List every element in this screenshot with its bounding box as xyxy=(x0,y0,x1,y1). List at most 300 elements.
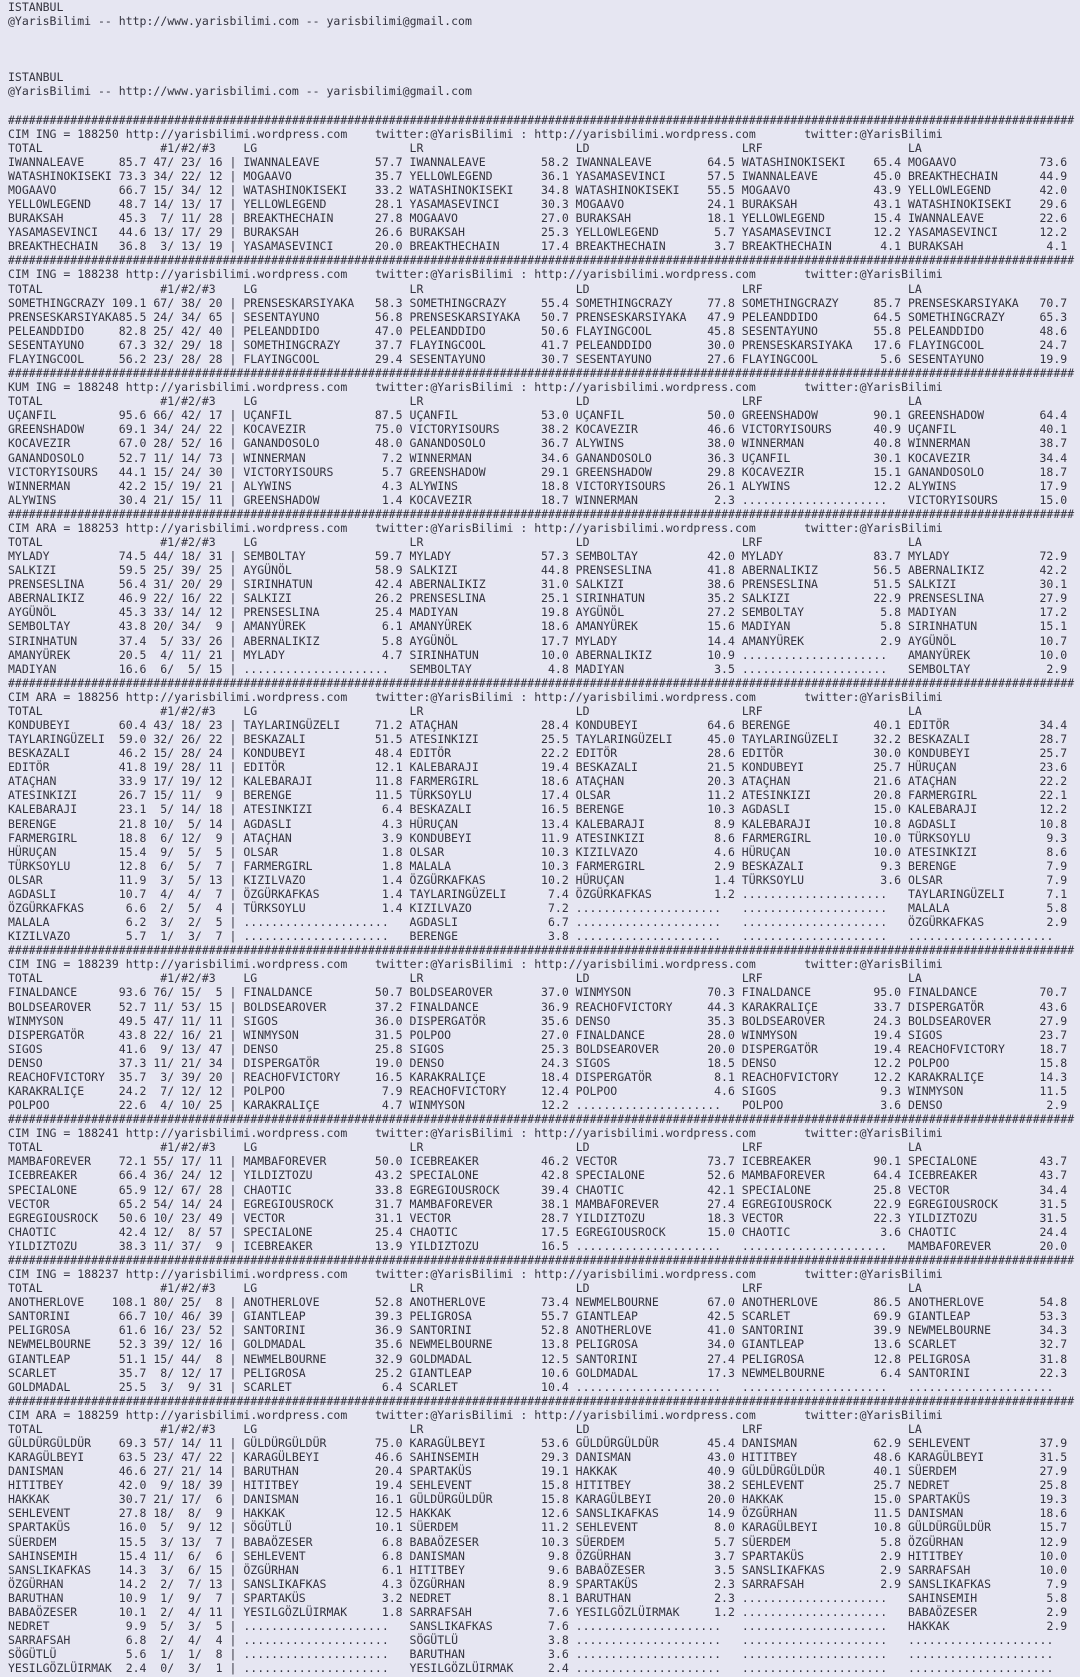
lr-horse-name: WATASHINOKISEKI xyxy=(409,183,514,198)
lg-horse-name: SÖGÜTLÜ xyxy=(243,1520,292,1535)
column-divider: | xyxy=(229,309,237,324)
horse-name: SÜERDEM xyxy=(8,1534,57,1549)
finish-percentages: 0/ 3/ 1 xyxy=(153,1661,223,1676)
column-divider: | xyxy=(229,844,237,859)
total-value: 36.8 xyxy=(111,239,147,254)
la-horse-name: YELLOWLEGEND xyxy=(907,183,992,198)
lr-value: 10.6 xyxy=(534,1365,569,1380)
lr-value: 30.7 xyxy=(534,351,569,366)
total-value: 74.5 xyxy=(111,549,147,564)
lr-horse-name: SIRINHATUN xyxy=(409,647,479,662)
ld-value: 2.3 xyxy=(700,1576,735,1591)
horse-name: AGDASLI xyxy=(8,886,57,901)
column-divider: | xyxy=(229,1576,237,1591)
total-value: 44.1 xyxy=(111,464,147,479)
ld-value: 70.3 xyxy=(700,985,735,1000)
column-divider: | xyxy=(229,661,237,676)
lg-value: 6.4 xyxy=(367,802,403,817)
ld-value: 2.9 xyxy=(700,858,735,873)
lg-horse-name: SEMBOLTAY xyxy=(243,549,306,564)
column-divider: | xyxy=(229,563,237,578)
ld-value: 3.7 xyxy=(700,239,735,254)
lr-horse-name: ALYWINS xyxy=(409,478,458,493)
lr-value: 28.7 xyxy=(534,1210,569,1225)
ld-value: 14.4 xyxy=(700,633,735,648)
separator-line: ########################################################################################################################################################## xyxy=(8,1252,1075,1267)
ld-value: 10.9 xyxy=(700,647,735,662)
la-empty-cell: ..................... xyxy=(907,1661,1054,1676)
lg-value: 36.9 xyxy=(367,1323,403,1338)
lr-value: 57.3 xyxy=(534,549,569,564)
ld-value: 4.6 xyxy=(700,844,735,859)
column-header-row xyxy=(8,282,1080,296)
la-value: 23.6 xyxy=(1032,760,1068,775)
la-horse-name: MAMBAFOREVER xyxy=(907,1238,992,1253)
lr-value: 34.8 xyxy=(534,183,569,198)
lr-value: 3.8 xyxy=(534,929,569,944)
la-horse-name: TÜRKSOYLU xyxy=(907,830,971,845)
ld-value: 15.6 xyxy=(700,619,735,634)
la-value: 40.1 xyxy=(1032,422,1068,437)
total-value: 65.9 xyxy=(111,1182,147,1197)
lr-horse-name: ANOTHERLOVE xyxy=(409,1295,486,1310)
lg-horse-name: GANANDOSOLO xyxy=(243,436,320,451)
ld-horse-name: WATASHINOKISEKI xyxy=(575,183,680,198)
lrf-horse-name: YASAMASEVINCI xyxy=(741,225,832,240)
lg-horse-name: SPECIALONE xyxy=(243,1224,313,1239)
stat-row xyxy=(8,183,1080,197)
ld-value: 40.9 xyxy=(700,1464,735,1479)
total-value: 35.7 xyxy=(111,1069,147,1084)
race-block-title: CIM ARA = 188253 http://yarisbilimi.wordpress.com twitter:@YarisBilimi : http://yarisbilimi.wordpress.com twitter:@YarisBilimi xyxy=(8,520,943,535)
column-divider: | xyxy=(229,1055,237,1070)
lr-value: 31.0 xyxy=(534,577,569,592)
lg-value: 1.8 xyxy=(367,858,403,873)
ld-horse-name: ANOTHERLOVE xyxy=(575,1323,652,1338)
total-value: 14.3 xyxy=(111,1562,147,1577)
lr-value: 55.4 xyxy=(534,295,569,310)
stat-row xyxy=(8,1000,1080,1014)
lrf-horse-name: CHAOTIC xyxy=(741,1224,791,1239)
lg-horse-name: YELLOWLEGEND xyxy=(243,197,327,212)
stat-row xyxy=(8,901,1080,915)
finish-percentages: 15/ 11/ 9 xyxy=(153,788,223,803)
ld-value: 67.0 xyxy=(700,1295,735,1310)
ld-value: 42.0 xyxy=(700,549,735,564)
lr-horse-name: KARAGÜLBEYI xyxy=(409,1435,486,1450)
lrf-horse-name: GÜLDÜRGÜLDÜR xyxy=(741,1464,825,1479)
la-horse-name: WATASHINOKISEKI xyxy=(907,197,1012,212)
lr-horse-name: SEHLEVENT xyxy=(409,1478,472,1493)
ld-value: 17.3 xyxy=(700,1365,735,1380)
finish-percentages: 5/ 9/ 12 xyxy=(153,1520,223,1535)
horse-name: KALEBARAJI xyxy=(8,802,78,817)
separator-line: ########################################################################################################################################################## xyxy=(8,112,1075,127)
ld-value: 1.2 xyxy=(700,886,735,901)
la-value: 7.9 xyxy=(1032,1576,1068,1591)
stat-row xyxy=(8,1154,1080,1168)
ld-horse-name: MOGAAVO xyxy=(575,197,625,212)
lg-value: 42.4 xyxy=(367,577,403,592)
horse-name: VECTOR xyxy=(8,1196,50,1211)
lr-horse-name: GOLDMADAL xyxy=(409,1351,472,1366)
lg-value: 33.8 xyxy=(367,1182,403,1197)
ld-horse-name: TAYLARINGÜZELI xyxy=(575,732,673,747)
lg-value: 35.7 xyxy=(367,168,403,183)
lrf-empty-cell: ..................... xyxy=(741,492,888,507)
stat-row xyxy=(8,1197,1080,1211)
la-value: 22.3 xyxy=(1032,1365,1068,1380)
horse-name: BOLDSEAROVER xyxy=(8,999,92,1014)
lrf-horse-name: TAYLARINGÜZELI xyxy=(741,732,839,747)
ld-value: 41.8 xyxy=(700,563,735,578)
lrf-value: 64.4 xyxy=(866,1168,902,1183)
ld-value: 3.5 xyxy=(700,1562,735,1577)
blank-line xyxy=(8,28,1080,42)
la-value: 70.7 xyxy=(1032,985,1068,1000)
ld-horse-name: OLSAR xyxy=(575,788,611,803)
la-horse-name: KOCAVEZIR xyxy=(907,450,971,465)
column-divider: | xyxy=(229,1520,237,1535)
lrf-empty-cell: ..................... xyxy=(741,886,888,901)
lrf-horse-name: UÇANFIL xyxy=(741,450,791,465)
ld-horse-name: DANISMAN xyxy=(575,1450,632,1465)
la-horse-name: FINALDANCE xyxy=(907,985,978,1000)
lr-horse-name: SPARTAKÜS xyxy=(409,1464,472,1479)
lr-horse-name: AYGÜNÖL xyxy=(409,633,458,648)
ld-horse-name: PRENSESKARSIYAKA xyxy=(575,309,687,324)
lrf-value: 9.3 xyxy=(866,1084,902,1099)
lr-horse-name: ABERNALIKIZ xyxy=(409,577,486,592)
column-header-lrf: LRF xyxy=(741,1281,763,1296)
ld-value: 36.3 xyxy=(700,450,735,465)
ld-horse-name: SIGOS xyxy=(575,1055,611,1070)
ld-horse-name: REACHOFVICTORY xyxy=(575,999,673,1014)
ld-horse-name: UÇANFIL xyxy=(575,408,625,423)
la-value: 7.1 xyxy=(1032,886,1068,901)
total-value: 73.3 xyxy=(111,168,147,183)
column-divider: | xyxy=(229,478,237,493)
la-horse-name: SANSLIKAFKAS xyxy=(907,1576,992,1591)
stat-row xyxy=(8,422,1080,436)
stat-row xyxy=(8,197,1080,211)
lrf-empty-cell: ..................... xyxy=(741,1604,888,1619)
finish-percentages: 44/ 18/ 31 xyxy=(153,549,223,564)
horse-name: ABERNALIKIZ xyxy=(8,591,85,606)
finish-percentages: 20/ 34/ 9 xyxy=(153,619,223,634)
lg-horse-name: SIRINHATUN xyxy=(243,577,313,592)
lg-horse-name: GIANTLEAP xyxy=(243,1309,306,1324)
lr-horse-name: VICTORYISOURS xyxy=(409,422,500,437)
horse-name: IWANNALEAVE xyxy=(8,154,85,169)
separator-line: ########################################################################################################################################################## xyxy=(8,943,1075,958)
ld-horse-name: PELIGROSA xyxy=(575,1337,638,1352)
ld-horse-name: GÜLDÜRGÜLDÜR xyxy=(575,1435,659,1450)
lr-value: 53.6 xyxy=(534,1435,569,1450)
lr-horse-name: PELEANDDIDO xyxy=(409,323,486,338)
total-value: 108.1 xyxy=(111,1295,147,1310)
lr-value: 17.4 xyxy=(534,788,569,803)
stat-row xyxy=(8,1563,1080,1577)
lr-horse-name: YASAMASEVINCI xyxy=(409,197,500,212)
column-header-lr: LR xyxy=(409,1281,424,1296)
horse-name: GREENSHADOW xyxy=(8,422,85,437)
lg-value: 57.7 xyxy=(367,154,403,169)
lrf-value: 22.9 xyxy=(866,591,902,606)
lr-value: 16.5 xyxy=(534,1238,569,1253)
lg-horse-name: TÜRKSOYLU xyxy=(243,901,306,915)
total-value: 49.5 xyxy=(111,1013,147,1028)
la-horse-name: ÖZGÜRKAFKAS xyxy=(907,915,985,930)
stat-row xyxy=(8,985,1080,999)
lg-value: 25.4 xyxy=(367,1224,403,1239)
ld-value: 11.2 xyxy=(700,788,735,803)
race-block-title: CIM ARA = 188259 http://yarisbilimi.wordpress.com twitter:@YarisBilimi : http://yarisbilimi.wordpress.com twitter:@YarisBilimi xyxy=(8,1407,943,1422)
lg-horse-name: VICTORYISOURS xyxy=(243,464,334,479)
horse-name: NEDRET xyxy=(8,1618,50,1633)
ld-horse-name: KONDUBEYI xyxy=(575,717,638,732)
lg-horse-name: KOCAVEZIR xyxy=(243,422,306,437)
lr-horse-name: SIGOS xyxy=(409,1041,445,1056)
finish-percentages: 1/ 3/ 7 xyxy=(153,929,223,944)
finish-percentages: 47/ 11/ 11 xyxy=(153,1013,223,1028)
ld-value: 5.7 xyxy=(700,225,735,240)
lrf-value: 21.6 xyxy=(866,774,902,789)
lr-value: 36.9 xyxy=(534,999,569,1014)
lrf-horse-name: WATASHINOKISEKI xyxy=(741,154,846,169)
lg-value: 1.4 xyxy=(367,901,403,915)
ld-value: 18.3 xyxy=(700,1210,735,1225)
lrf-horse-name: SCARLET xyxy=(741,1309,791,1324)
lr-value: 15.8 xyxy=(534,1478,569,1493)
lr-horse-name: DISPERGATÖR xyxy=(409,1013,486,1028)
finish-percentages: 2/ 4/ 4 xyxy=(153,1633,223,1648)
finish-percentages: 4/ 10/ 25 xyxy=(153,1098,223,1113)
la-horse-name: YILDIZTOZU xyxy=(907,1210,978,1225)
lrf-horse-name: KARAKRALIÇE xyxy=(741,999,818,1014)
lr-horse-name: BERENGE xyxy=(409,929,458,944)
lrf-empty-cell: ..................... xyxy=(741,1647,888,1662)
lr-horse-name: SANTORINI xyxy=(409,1323,472,1338)
horse-name: SIGOS xyxy=(8,1041,43,1056)
stat-row xyxy=(8,831,1080,845)
finish-percentages: 3/ 5/ 13 xyxy=(153,872,223,887)
stat-row xyxy=(8,662,1080,676)
la-value: 32.7 xyxy=(1032,1337,1068,1352)
lr-horse-name: TAYLARINGÜZELI xyxy=(409,886,507,901)
column-divider: | xyxy=(229,1041,237,1056)
la-value: 20.0 xyxy=(1032,1238,1068,1253)
la-value: 24.7 xyxy=(1032,337,1068,352)
finish-percentages: 22/ 16/ 22 xyxy=(153,591,223,606)
lr-value: 10.0 xyxy=(534,647,569,662)
column-header-pcts: #1/#2/#3 xyxy=(160,394,216,409)
lr-horse-name: WINNERMAN xyxy=(409,450,472,465)
la-horse-name: EGREGIOUSROCK xyxy=(907,1196,998,1211)
column-divider: | xyxy=(229,577,237,592)
la-horse-name: HAKKAK xyxy=(907,1618,950,1633)
lg-value: 71.2 xyxy=(367,717,403,732)
column-divider: | xyxy=(229,1534,237,1549)
ld-value: 27.2 xyxy=(700,605,735,620)
la-value: 48.6 xyxy=(1032,323,1068,338)
column-divider: | xyxy=(229,422,237,437)
ld-horse-name: FARMERGIRL xyxy=(575,858,645,873)
ld-horse-name: FINALDANCE xyxy=(575,1027,645,1042)
lrf-value: 2.9 xyxy=(866,1548,902,1563)
column-divider: | xyxy=(229,1506,237,1521)
finish-percentages: 36/ 24/ 12 xyxy=(153,1168,223,1183)
finish-percentages: 57/ 14/ 11 xyxy=(153,1435,223,1450)
lr-value: 18.7 xyxy=(534,492,569,507)
finish-percentages: 3/ 6/ 15 xyxy=(153,1562,223,1577)
horse-name: SANTORINI xyxy=(8,1309,71,1324)
finish-percentages: 15/ 24/ 30 xyxy=(153,464,223,479)
stat-row xyxy=(8,1464,1080,1478)
horse-name: PRENSESLINA xyxy=(8,577,85,592)
ld-horse-name: BESKAZALI xyxy=(575,760,638,775)
column-header-ld: LD xyxy=(575,534,590,549)
total-value: 37.4 xyxy=(111,633,147,648)
column-divider: | xyxy=(229,1562,237,1577)
column-header-la: LA xyxy=(908,1281,922,1296)
lrf-value: 19.4 xyxy=(866,1041,902,1056)
lrf-value: 13.6 xyxy=(866,1337,902,1352)
ld-value: 43.0 xyxy=(700,1450,735,1465)
total-value: 66.7 xyxy=(111,1309,147,1324)
stat-row xyxy=(8,239,1080,253)
la-value: 18.7 xyxy=(1032,1041,1068,1056)
lrf-value: 69.9 xyxy=(866,1309,902,1324)
total-value: 50.6 xyxy=(111,1210,147,1225)
ld-horse-name: CHAOTIC xyxy=(575,1182,625,1197)
column-divider: | xyxy=(229,1210,237,1225)
lrf-horse-name: GIANTLEAP xyxy=(741,1337,805,1352)
lg-horse-name: ANOTHERLOVE xyxy=(243,1295,320,1310)
finish-percentages: 11/ 6/ 6 xyxy=(153,1548,223,1563)
la-value: 15.1 xyxy=(1032,619,1068,634)
column-divider: | xyxy=(229,1450,237,1465)
lg-horse-name: BURAKSAH xyxy=(243,225,299,240)
lg-value: 5.8 xyxy=(367,633,403,648)
la-value: 7.9 xyxy=(1032,858,1068,873)
lg-empty-cell: ..................... xyxy=(243,915,389,930)
lrf-horse-name: HÜRUÇAN xyxy=(741,844,791,859)
la-horse-name: GANANDOSOLO xyxy=(907,464,985,479)
lr-horse-name: TÜRKSOYLU xyxy=(409,788,472,803)
stat-row xyxy=(8,1591,1080,1605)
lr-value: 39.4 xyxy=(534,1182,569,1197)
finish-percentages: 1/ 1/ 8 xyxy=(153,1647,223,1662)
la-horse-name: PELEANDDIDO xyxy=(907,323,985,338)
column-divider: | xyxy=(229,211,237,226)
lrf-horse-name: PRENSESLINA xyxy=(741,577,818,592)
horse-name: PRENSESKARSIYAKA xyxy=(8,309,119,324)
lr-value: 2.4 xyxy=(534,1661,569,1676)
city-header: ISTANBUL xyxy=(8,70,64,85)
lg-value: 11.5 xyxy=(367,788,403,803)
lg-horse-name: BARUTHAN xyxy=(243,1464,299,1479)
la-value: 70.7 xyxy=(1032,295,1068,310)
lrf-value: 15.0 xyxy=(866,802,902,817)
stat-row xyxy=(8,451,1080,465)
lr-horse-name: KALEBARAJI xyxy=(409,760,479,775)
lr-value: 10.3 xyxy=(534,844,569,859)
ld-horse-name: GANANDOSOLO xyxy=(575,450,652,465)
lrf-horse-name: PELEANDDIDO xyxy=(741,309,818,324)
horse-name: KARAKRALIÇE xyxy=(8,1084,85,1099)
lrf-horse-name: TÜRKSOYLU xyxy=(741,872,805,887)
total-value: 61.6 xyxy=(111,1323,147,1338)
column-divider: | xyxy=(229,1661,237,1676)
column-header-total: TOTAL xyxy=(8,281,43,296)
la-value: 10.0 xyxy=(1032,647,1068,662)
horse-name: BARUTHAN xyxy=(8,1590,64,1605)
lrf-horse-name: DISPERGATÖR xyxy=(741,1041,818,1056)
stat-row xyxy=(8,211,1080,225)
lrf-value: 40.1 xyxy=(866,1464,902,1479)
la-value: 27.9 xyxy=(1032,1464,1068,1479)
column-divider: | xyxy=(229,886,237,901)
la-horse-name: SIGOS xyxy=(907,1027,943,1042)
ld-value: 26.1 xyxy=(700,478,735,493)
lg-value: 48.0 xyxy=(367,436,403,451)
ld-horse-name: SALKIZI xyxy=(575,577,625,592)
la-horse-name: HITITBEY xyxy=(907,1548,964,1563)
horse-name: BURAKSAH xyxy=(8,211,64,226)
lr-horse-name: NEDRET xyxy=(409,1590,452,1605)
column-divider: | xyxy=(229,746,237,761)
total-value: 45.3 xyxy=(111,605,147,620)
total-value: 56.2 xyxy=(111,351,147,366)
stat-row xyxy=(8,788,1080,802)
la-horse-name: SÜERDEM xyxy=(907,1464,957,1479)
lrf-value: 51.5 xyxy=(866,577,902,592)
column-divider: | xyxy=(229,1013,237,1028)
stat-row xyxy=(8,465,1080,479)
ld-horse-name: ATAÇHAN xyxy=(575,774,625,789)
lr-horse-name: SCARLET xyxy=(409,1379,458,1394)
column-header-lg: LG xyxy=(243,281,258,296)
lr-horse-name: GANANDOSOLO xyxy=(409,436,486,451)
la-value: 43.7 xyxy=(1032,1168,1068,1183)
race-block-title: CIM ING = 188239 http://yarisbilimi.wordpress.com twitter:@YarisBilimi : http://yarisbilimi.wordpress.com twitter:@YarisBilimi xyxy=(8,957,943,972)
column-header-la: LA xyxy=(908,703,922,718)
lrf-horse-name: SANTORINI xyxy=(741,1323,805,1338)
lg-value: 4.3 xyxy=(367,478,403,493)
lg-horse-name: KIZILVAZO xyxy=(243,872,306,887)
lg-horse-name: POLPOO xyxy=(243,1084,285,1099)
la-horse-name: MOGAAVO xyxy=(907,154,957,169)
lr-horse-name: BESKAZALI xyxy=(409,802,472,817)
la-horse-name: CHAOTIC xyxy=(907,1224,957,1239)
ld-value: 20.0 xyxy=(700,1041,735,1056)
la-value: 10.7 xyxy=(1032,633,1068,648)
stat-row xyxy=(8,225,1080,239)
lrf-value: 5.8 xyxy=(866,605,902,620)
column-header-pcts: #1/#2/#3 xyxy=(160,703,216,718)
lrf-horse-name: ÖZGÜRHAN xyxy=(741,1506,798,1521)
la-horse-name: HÜRUÇAN xyxy=(907,760,957,775)
horse-name: EDITÖR xyxy=(8,760,50,775)
la-horse-name: KONDUBEYI xyxy=(907,746,971,761)
lg-value: 58.9 xyxy=(367,563,403,578)
lg-horse-name: SANSLIKAFKAS xyxy=(243,1576,327,1591)
horse-name: POLPOO xyxy=(8,1098,50,1113)
finish-percentages: 32/ 29/ 18 xyxy=(153,337,223,352)
lrf-value: 9.3 xyxy=(866,858,902,873)
ld-horse-name: KOCAVEZIR xyxy=(575,422,638,437)
